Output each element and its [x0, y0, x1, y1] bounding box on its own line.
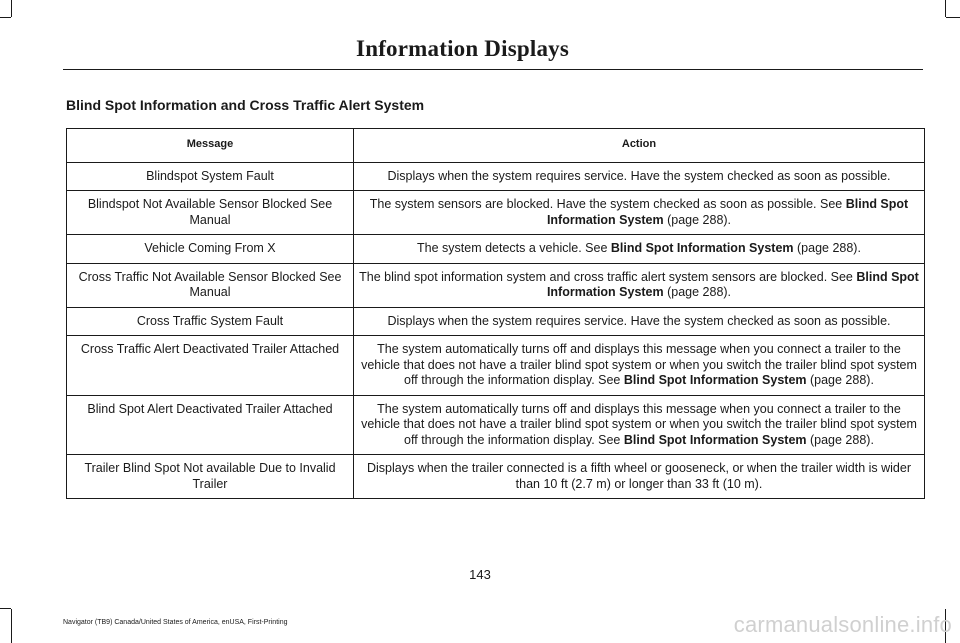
crop-mark-top-left-h: [0, 17, 11, 18]
table-row: [67, 395, 925, 455]
action-text: The system automatically turns off and displays this message when you connect a trailer to the vehicle that does not have a trailer blind spot system or when you switch the trailer blind spot system off through the information display. See: [361, 342, 917, 387]
message-cell: Blindspot Not Available Sensor Blocked See Manual: [67, 191, 354, 235]
action-cell: [354, 235, 925, 264]
crop-mark-top-left-v: [11, 0, 12, 17]
table-header-row: [67, 129, 925, 163]
crop-mark-bottom-left-v: [11, 609, 12, 643]
action-cell: [354, 307, 925, 336]
message-cell: Trailer Blind Spot Not available Due to Invalid Trailer: [67, 455, 354, 499]
section-heading: Blind Spot Information and Cross Traffic Alert System: [66, 97, 425, 113]
action-text: The system detects a vehicle. See: [417, 241, 611, 255]
action-cell: [354, 336, 925, 396]
messages-table: [66, 128, 925, 499]
table-row: [67, 307, 925, 336]
action-text: The system sensors are blocked. Have the system checked as soon as possible. See: [369, 197, 846, 211]
header-divider: [63, 69, 923, 70]
table-row: [67, 162, 925, 191]
cross-reference-link[interactable]: Blind Spot Information System: [623, 432, 807, 447]
action-text: The system automatically turns off and displays this message when you connect a trailer to the vehicle that does not have a trailer blind spot system or when you switch the trailer blind spot system off through the information display. See: [361, 401, 917, 447]
table-row: [67, 263, 925, 307]
cross-reference-link[interactable]: Blind Spot Information System: [546, 269, 919, 299]
message-cell: Blindspot System Fault: [67, 162, 354, 191]
column-header-action: Action: [354, 129, 925, 163]
action-cell: [354, 191, 925, 235]
cross-reference-link[interactable]: Blind Spot Information System: [610, 241, 794, 255]
table-row: [67, 235, 925, 264]
action-cell: [354, 455, 925, 499]
message-cell: Cross Traffic System Fault: [67, 307, 354, 336]
action-cell: [354, 162, 925, 191]
action-cell: [354, 263, 925, 307]
action-cell: [354, 395, 925, 455]
table-row: [67, 336, 925, 396]
page-number: 143: [469, 567, 491, 582]
action-page-ref: (page 288).: [663, 212, 732, 227]
action-page-ref: (page 288).: [663, 285, 732, 299]
action-text: Displays when the system requires service. Have the system checked as soon as possible.: [387, 313, 891, 328]
action-text: Displays when the system requires service. Have the system checked as soon as possible.: [387, 168, 891, 183]
action-page-ref: (page 288).: [806, 373, 874, 387]
action-text: The blind spot information system and cross traffic alert system sensors are blocked. See: [359, 269, 857, 284]
cross-reference-link[interactable]: Blind Spot Information System: [623, 373, 807, 387]
message-cell: Vehicle Coming From X: [67, 235, 354, 264]
page-title: Information Displays: [356, 36, 569, 61]
footer-text: Navigator (TB9) Canada/United States of America, enUSA, First-Printing: [63, 619, 288, 626]
message-cell: Cross Traffic Alert Deactivated Trailer Attached: [67, 336, 354, 396]
crop-mark-bottom-left-h: [0, 608, 11, 609]
table-row: [67, 455, 925, 499]
action-page-ref: (page 288).: [793, 241, 861, 255]
table-row: [67, 191, 925, 235]
action-page-ref: (page 288).: [806, 432, 874, 447]
action-text: Displays when the trailer connected is a fifth wheel or gooseneck, or when the trailer width is wider than 10 ft (2.7 m) or longer than 33 ft (10 m).: [366, 461, 912, 491]
message-cell: Cross Traffic Not Available Sensor Blocked See Manual: [67, 263, 354, 307]
watermark: carmanualsonline.info: [733, 612, 952, 637]
crop-mark-top-right-v: [945, 0, 946, 17]
column-header-message: Message: [67, 129, 354, 163]
message-cell: Blind Spot Alert Deactivated Trailer Attached: [67, 395, 354, 455]
crop-mark-top-right-h: [946, 17, 960, 18]
cross-reference-link[interactable]: Blind Spot Information System: [546, 197, 909, 227]
